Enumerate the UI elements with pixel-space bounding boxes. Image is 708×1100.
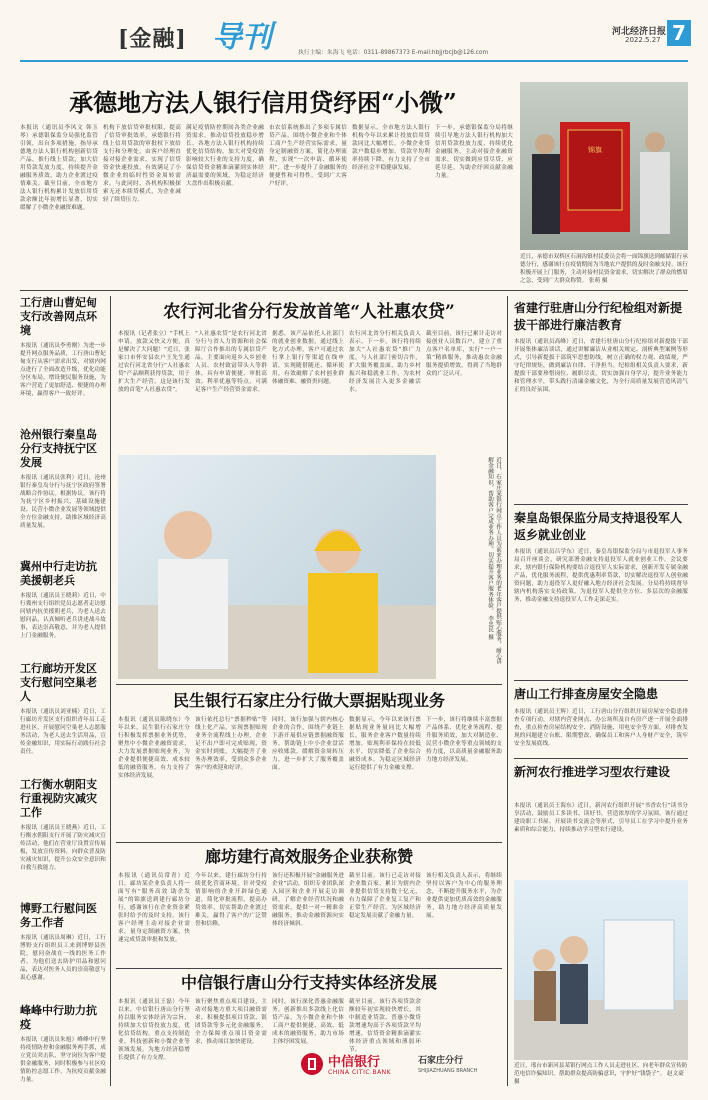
headline-jcb-discipline: 省建行驻唐山分行纪检组对新提拔干部进行廉洁教育 xyxy=(514,301,683,332)
citic-emblem-icon xyxy=(300,1052,324,1076)
divider-4 xyxy=(116,968,502,969)
langfang-ccb-col2: 今年以来，建行廊坊分行持续优化营商环境，针对受疫情影响的企业开辟绿色通道，简化审批流程，提高办贷效率，切实帮助企业渡过难关，赢得了客户的广泛赞誉和信赖。 xyxy=(195,873,267,927)
abc-photo-caption: 近日，石家庄某银行网点工作人员为前来办理业务的老年客户提供贴心服务，耐心讲解金融知识，帮助客户完成业务办理，切实提升客户服务体验。 李忠民 摄 xyxy=(487,457,501,665)
abc-col1: 本报讯（记者张立）“手机上申请，放款又快又方便，真是解决了大问题！”近日，张家口市怀安县农户王先生通过农行河北省分行“人社惠农贷”产品顺利获得贷款，用于扩大生产经营。这是该行发放的首笔“人社惠农贷”。 xyxy=(118,331,190,393)
langfang-ccb-col1: 本报讯（通讯员常青）近日，廊坊某企业负责人将一面写有“服务高效 助企发展”的锦旗送到建行廊坊分行，感谢该行在企业资金紧张时给予的及时支持。该行客户经理主动对接企业需求，量身定制融资方案，快速完成贷款审批和发放。 xyxy=(118,873,190,943)
headline-minsheng: 民生银行石家庄分行做大票据贴现业务 xyxy=(172,691,445,710)
staff-line: 执行主编：朱海飞 电话：0311-89867373 E-mail:hbjjrbcjb@126.com xyxy=(298,50,489,56)
langfang-zone-body: 本报讯（通讯员刘亚楠）近日，工行廊坊开发区支行组织青年员工走进社区，开展慰问空巢老人志愿服务活动，为老人送去生活用品，宣传金融知识，用实际行动践行社会责任。 xyxy=(20,709,106,755)
headline-abc: 农行河北省分行发放首笔“人社惠农贷” xyxy=(163,302,455,322)
left-column-divider xyxy=(110,296,111,1086)
abc-col4: 农行河北省分行相关负责人表示，下一步，该行将持续加大“人社惠农贷”推广力度，与人社部门密切合作，扩大服务覆盖面，助力乡村振兴和稳就业工作，为农村经济发展注入更多金融活水。 xyxy=(349,331,421,393)
bank-service-illustration xyxy=(118,455,436,679)
headline-jizhou: 冀州中行走访抗美援朝老兵 xyxy=(20,560,97,587)
divider-2 xyxy=(116,684,502,685)
minsheng-col3: 同时，该行加强与辖内核心企业的合作，围绕产业链上下游开展供应链票据融资服务，帮助链上中小企业盘活应收账款，缓解资金周转压力，进一步扩大了服务覆盖面。 xyxy=(272,717,344,771)
headline-citic: 中信银行唐山分行支持实体经济发展 xyxy=(180,973,437,992)
hengshui-body: 本报讯（通讯员王晓燕）近日，工行衡水朝阳支行开展了防灾减灾宣传活动，他们在营业厅设置宣传展板，发放宣传资料，向群众普及防灾减灾知识，提升公众安全意识和自救互救能力。 xyxy=(20,825,106,871)
xinhe-photo xyxy=(514,880,688,1060)
headline-tangshan-caofeidian: 工行唐山曹妃甸支行改善网点环境 xyxy=(20,296,97,337)
citic-logo-branch: 石家庄分行 xyxy=(418,1056,464,1066)
headline-ccb-housing: 唐山工行排查房屋安全隐患 xyxy=(514,687,659,701)
citic-col4: 截至目前，该行各项贷款余额较年初实现较快增长，其中制造业贷款、普惠小微贷款增速均高于各项贷款平均增速，信贷资金精准滴灌实体经济重点领域和薄弱环节。 xyxy=(349,999,421,1053)
headline-xinhe: 新河农行推进学习型农行建设 xyxy=(514,765,671,779)
abc-photo xyxy=(118,455,436,679)
fengfeng-body: 本报讯（通讯员朱旭）峰峰中行坚持疫情防控和金融服务两手抓，成立党员突击队，坚守岗位为客户提供金融服务，同时积极参与社区疫情防控志愿工作，为抗疫贡献金融力量。 xyxy=(20,1037,106,1083)
xinhe-body: 本报讯（通讯员王海东）近日，新河农行组织开展“书香农行”读书分享活动，鼓励员工多读书、读好书，营造浓厚的学习氛围。该行通过建设职工书屋、开展读书交流会等形式，引导员工在学习中提升业务素质和综合能力，持续推动学习型农行建设。 xyxy=(514,803,688,833)
headline-chengde: 承德地方法人银行信用贷纾困“小微” xyxy=(69,88,457,117)
cangzhou-body: 本报讯（通讯员张利）近日，沧州银行秦皇岛分行与抚宁区政府签署战略合作协议。根据协议，该行将为抚宁区乡村振兴、基础设施建设、民营小微企业发展等领域提供全方位金融支持，助推区域经济高质量发展。 xyxy=(20,475,106,529)
chengde-photo-caption: 近日，承德市双桥区石洞沟镇村民委员会将一面锦旗送到邮储银行承德分行，感谢该行在疫情期间为当地农户提供的及时金融支持。该行积极开展上门服务，主动对接村民资金需求，切实解决了群众的燃眉之急，受到广大群众称赞。 张萌 摄 xyxy=(520,254,688,284)
chengde-col6: 下一步，承德银保监分局将继续引导地方法人银行机构加大信用贷款投放力度，持续优化金融服务，主动对接企业融资需求，切实做到应贷尽贷、应延尽延，为助企纾困贡献金融力量。 xyxy=(435,125,513,179)
citic-logo-cn: 中信银行 xyxy=(328,1055,381,1070)
abc-col3: 据悉，该产品依托人社部门的就业创业数据，通过线上化方式办理，客户可通过农行掌上银行等渠道在线申请，实现随借随还、循环使用，有效破解了农村创业群体融资难、融资贵问题。 xyxy=(272,331,344,385)
citic-logo-branch-en: SHIJIAZHUANG BRANCH xyxy=(418,1068,478,1074)
bozhou-body: 本报讯（通讯员周琳）近日，工行博野支行组织员工来到博野县医院，慰问奋战在一线的医务工作者，为他们送去防护用品和慰问品，表达对医务人员的崇高敬意与衷心感谢。 xyxy=(20,935,106,981)
headline-fengfeng: 峰峰中行助力抗疫 xyxy=(20,1004,97,1031)
ccb-housing-body: 本报讯（通讯员王辉）近日，工行唐山分行组织开展房屋安全隐患排查专项行动，对辖内营业网点、办公场所及自有房产逐一开展全面排查，重点检查房屋结构安全、消防设施、用电安全等方面，对排查发现的问题建立台账、限期整改，确保员工和客户人身财产安全，筑牢安全发展底线。 xyxy=(514,709,688,747)
left-briefs-column xyxy=(20,296,106,1086)
jcb-discipline-body: 本报讯（通讯员高峰）近日，省建行驻唐山分行纪检组对新提拔干部开展集体廉洁谈话，通过讲解廉洁从业相关规定、剖析典型案例等形式，引导新提拔干部筑牢思想防线，树立正确的权力观、政绩观，严守纪律规矩，做到廉洁自律、干净担当。纪检组相关负责人要求，新提拔干部要珍惜岗位、履职尽责，切实加强自身学习，提升业务能力和管理水平，带头践行清廉金融文化，为全行高质量发展营造风清气正的良好氛围。 xyxy=(514,339,688,393)
masthead xyxy=(0,0,708,80)
chengde-col5: 数据显示，全市地方法人银行机构今年以来累计投放信用贷款同比大幅增长，小微企业贷款户数稳步增加，贷款平均利率持续下降，有力支持了全市经济社会平稳健康发展。 xyxy=(352,125,430,171)
svg-text:锦旗: 锦旗 xyxy=(588,146,602,154)
divider-1 xyxy=(20,290,688,291)
minsheng-col2: 该行依托总行“票据秒贴”等线上化产品，实现票据贴现业务全流程线上办理，企业足不出户即可完成贴现，资金实时到账，大幅提升了业务办理效率，受到众多企业客户的欢迎和好评。 xyxy=(195,717,267,771)
citic-logo xyxy=(300,1050,490,1084)
headline-qinhuangdao: 秦皇岛银保监分局支持退役军人返乡就业创业 xyxy=(514,511,683,542)
issue-date: 2022.5.27 xyxy=(625,36,661,44)
xinhe-photo-caption: 近日，邢台市新河县某银行网点工作人员走进社区，向老年群众宣传防范电信诈骗知识，帮助群众提高防骗意识，守护好“钱袋子”。 赵文豪 摄 xyxy=(514,1063,688,1085)
headline-hengshui: 工行衡水朝阳支行重视防灾减灾工作 xyxy=(20,778,97,819)
minsheng-col5: 下一步，该行将继续丰富票据产品体系，优化业务流程，提升服务质效，加大对制造业、民营小微企业等重点领域的支持力度，以高质量金融服务助力地方经济发展。 xyxy=(426,717,502,763)
langfang-ccb-col5: 该行相关负责人表示，将继续坚持以客户为中心的服务理念，不断提升服务水平，为企业提供更加优质高效的金融服务，助力地方经济高质量发展。 xyxy=(426,873,502,919)
right-column-divider xyxy=(507,296,508,1086)
community-outreach-illustration xyxy=(514,880,688,1060)
langfang-ccb-col3: 该行还积极开展“金融服务进企业”活动，组织专业团队深入园区和企业开展走访调研，了解企业经营状况和融资需求，提供一对一精准金融服务，推动金融资源向实体经济倾斜。 xyxy=(272,873,344,927)
jizhou-body: 本报讯（通讯员王晓莉）近日，中行冀州支行组织党员志愿者走访慰问辖内抗美援朝老兵，为老人送去慰问品，认真倾听老兵讲述战斗故事，表达崇高敬意，并为老人提供上门金融服务。 xyxy=(20,593,106,639)
tangshan-caofeidian-body: 本报讯（通讯员李勇刚）为进一步提升网点服务品质，工行唐山曹妃甸支行从客户需求出发，对辖内网点进行了全面改造升级，优化功能分区布局，增设便民服务设施，为客户营造了更加舒适、便捷的办理环境，赢得客户一致好评。 xyxy=(20,343,106,397)
citic-col2: 该行聚焦重点项目建设，主动对接地方重大项目融资需求，积极提供项目贷款、银团贷款等多元化金融服务，全力保障重点项目资金需求，推动项目加快建设。 xyxy=(195,999,267,1045)
headline-bozhou: 博野工行慰问医务工作者 xyxy=(20,902,97,929)
citic-logo-en: CHINA CITIC BANK xyxy=(328,1069,392,1076)
page-number-badge: 7 xyxy=(667,20,691,46)
chengde-col4: 市农信系统推出了多项专属信贷产品，围绕小微企业和个体工商户生产经营实际需求，量身定制融资方案，简化办理流程，实现“一次申请、循环使用”，进一步提升了金融服务的便捷性和可得性，受到广大客户好评。 xyxy=(269,125,347,187)
citic-col1: 本报讯（通讯员王磊）今年以来，中信银行唐山分行坚持以服务实体经济为宗旨，持续加大信贷投放力度，优化信贷结构，重点支持制造业、科技创新和小微企业等领域发展，为地方经济稳增长提供了有力支撑。 xyxy=(118,999,190,1061)
minsheng-col1: 本报讯（通讯员陈晓东）今年以来，民生银行石家庄分行积极发挥票据业务优势，聚焦中小微企业融资需求，大力发展票据贴现业务，为企业提供便捷高效、成本较低的融资服务，有力支持了实体经济发展。 xyxy=(118,717,190,779)
citic-col3: 同时，该行深化普惠金融服务，创新推出多款线上化信贷产品，为小微企业和个体工商户提供便捷、高效、低成本的融资服务，助力市场主体纾困发展。 xyxy=(272,999,344,1045)
section-title-finance: [金融] xyxy=(118,26,187,52)
divider-3 xyxy=(116,842,502,843)
divider-r3 xyxy=(514,758,688,759)
section-title-guide: 导刊 xyxy=(212,20,272,55)
divider-r2 xyxy=(514,680,688,681)
chengde-col1: 本报讯（通讯员李风文 韩玉琴）承德银保监分局强化监管引领，出台多项措施，指导承德地方法人银行机构创新信贷产品，推行线上贷款，加大信用贷款发放力度，持续提升金融服务质效，助力企业渡过疫情难关。截至目前，全市地方法人银行机构累计发放信用贷款余额比年初增长显著，切实缓解了小微企业融资难题。 xyxy=(20,125,98,211)
people-with-banner-illustration xyxy=(520,82,688,250)
chengde-col2: 机构下放信贷审批权限，提高了信贷审批效率，承德银行将线上信用贷款的审批权下放给支行和分理处，由客户经理直接对接企业需求，实现了信贷资金快速投放，有效满足了小微企业的临时性资金周转需求。与此同时，各机构积极探索无还本续贷模式，为企业减轻了续贷压力。 xyxy=(103,125,181,203)
abc-col2: “人社惠农贷”是农行河北省分行与省人力资源和社会保障厅合作推出的专属信贷产品，主要面向返乡入乡创业人员、农村致富带头人等群体，具有申请便捷、审批高效、利率优惠等特点，可满足客户生产经营资金需求。 xyxy=(195,331,267,393)
qinhuangdao-body: 本报讯（通讯员吕学东）近日，秦皇岛银保监分局与市退役军人事务局召开座谈会，研究部署金融支持退役军人就业创业工作。会议要求，辖内银行保险机构要结合退役军人实际需求，创新开发专属金融产品，优化服务流程，提供优惠利率贷款，切实解决退役军人创业融资问题，助力退役军人更好融入地方经济社会发展。分局将持续督导辖内机构落实支持政策，为退役军人提供全方位、多层次的金融服务，推动金融支持退役军人工作走深走实。 xyxy=(514,549,688,603)
chengde-photo xyxy=(520,82,688,250)
minsheng-col4: 数据显示，今年以来该行票据贴现业务量同比大幅增长，服务企业客户数量持续增加，贴现利率保持在较低水平，切实降低了企业综合融资成本，为稳定区域经济运行提供了有力金融支撑。 xyxy=(349,717,421,771)
chengde-col3: 满足疫情防控期间各类企业融资需求，推动信贷投放稳步增长。各地方法人银行机构持续优化信贷结构，加大对受疫情影响较大行业的支持力度，确保信贷资金精准滴灌到实体经济最需要的领域，为稳定经济大盘作出积极贡献。 xyxy=(186,125,264,187)
headline-langfang-zone: 工行廊坊开发区支行慰问空巢老人 xyxy=(20,662,97,703)
divider-r1 xyxy=(514,504,688,505)
headline-cangzhou: 沧州银行秦皇岛分行支持抚宁区发展 xyxy=(20,428,97,469)
langfang-ccb-col4: 截至目前，该行已走访对接企业数百家，累计为辖内企业提供信贷支持数十亿元，有力保障了企业复工复产和正常生产经营，为区域经济稳定发展贡献了金融力量。 xyxy=(349,873,421,919)
abc-col5: 截至目前，该行已累计走访对接创业人员数百户，建立了重点客户名单库，实行“一户一策”精准服务，推动惠农金融服务提质增效，得到了当地群众的广泛认可。 xyxy=(426,331,502,377)
headline-langfang-ccb: 廊坊建行高效服务企业获称赞 xyxy=(204,847,413,866)
paper-name: 河北经济日报 xyxy=(612,27,667,37)
masthead-rule xyxy=(20,60,688,62)
